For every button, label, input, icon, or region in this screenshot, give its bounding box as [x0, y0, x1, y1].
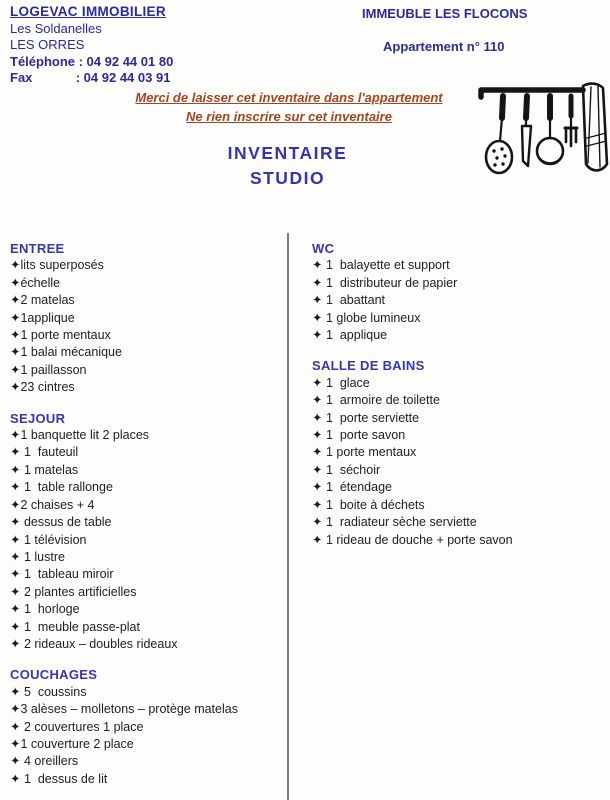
- list-item: ✦ 1 balayette et support: [312, 258, 450, 273]
- agency-phone: Téléphone : 04 92 44 01 80: [10, 53, 174, 69]
- list-item: ✦ 4 oreillers: [10, 754, 79, 769]
- notice-line-1: Merci de laisser cet inventaire dans l'appartement: [135, 90, 443, 105]
- list-item: ✦1 couverture 2 place: [10, 736, 134, 751]
- list-item: ✦1 paillasson: [10, 362, 87, 377]
- inventory-columns: [0, 233, 610, 800]
- list-item: ✦ dessus de table: [10, 515, 112, 530]
- list-item: ✦ 1 rideau de douche + porte savon: [312, 532, 513, 547]
- list-item: ✦ 2 couvertures 1 place: [10, 719, 144, 734]
- list-item: ✦ 1 horloge: [10, 602, 80, 617]
- list-item: ✦ 1 table rallonge: [10, 480, 113, 495]
- apartment-number: Appartement n° 110: [383, 39, 505, 54]
- list-item: ✦ 1 meuble passe-plat: [10, 619, 140, 634]
- list-item: ✦ 5 coussins: [10, 684, 87, 699]
- document-title: INVENTAIRE: [227, 143, 348, 163]
- list-item: ✦ 1 télévision: [10, 532, 87, 547]
- agency-fax: Fax : 04 92 44 03 91: [10, 70, 171, 85]
- agency-address-line-1: Les Soldanelles: [10, 20, 102, 36]
- list-item: ✦ 1 lustre: [10, 549, 65, 564]
- list-item: ✦2 chaises + 4: [10, 497, 95, 512]
- section-heading: ENTREE: [10, 241, 65, 256]
- list-item: ✦ 1 radiateur sèche serviette: [312, 515, 477, 530]
- list-item: ✦ 1 matelas: [10, 462, 79, 477]
- list-item: ✦1 balai mécanique: [10, 345, 122, 360]
- list-item: ✦2 matelas: [10, 293, 75, 308]
- list-item: ✦ 1 tableau miroir: [10, 567, 114, 582]
- section-heading: WC: [312, 241, 335, 256]
- list-item: ✦1 banquette lit 2 places: [10, 428, 150, 443]
- list-item: ✦ 1 porte savon: [312, 428, 406, 443]
- agency-block: [10, 4, 173, 87]
- section-heading: SEJOUR: [10, 410, 66, 426]
- list-item: ✦ 1 armoire de toilette: [312, 393, 440, 408]
- list-item: ✦échelle: [10, 275, 61, 290]
- list-item: ✦ 1 porte serviette: [312, 410, 420, 425]
- title-block: [0, 141, 575, 191]
- notice-line-2: Ne rien inscrire sur cet inventaire: [186, 108, 392, 124]
- inventory-section: [312, 357, 610, 548]
- list-item: ✦ 1 glace: [312, 375, 370, 390]
- right-column: [289, 233, 610, 800]
- list-item: ✦ 2 rideaux – doubles rideaux: [10, 636, 178, 651]
- section-heading: COUCHAGES: [10, 667, 98, 683]
- inventory-section: [10, 240, 287, 397]
- list-item: ✦23 cintres: [10, 380, 75, 395]
- building-name: IMMEUBLE LES FLOCONS: [362, 6, 528, 21]
- list-item: ✦ 1 distributeur de papier: [312, 275, 458, 290]
- left-column: [0, 233, 287, 800]
- inventory-section: [312, 240, 610, 344]
- agency-address-line-2: LES ORRES: [10, 37, 85, 52]
- list-item: ✦ 1 boite à déchets: [312, 497, 425, 512]
- list-item: ✦ 2 plantes artificielles: [10, 584, 137, 599]
- list-item: ✦ 1 abattant: [312, 293, 386, 308]
- agency-name: LOGEVAC IMMOBILIER: [10, 4, 166, 19]
- inventory-section: [10, 666, 287, 788]
- section-heading: SALLE DE BAINS: [312, 358, 425, 374]
- list-item: ✦ 1 fauteuil: [10, 445, 79, 460]
- building-block: [362, 6, 527, 55]
- list-item: ✦1 porte mentaux: [10, 328, 111, 343]
- inventory-section: [10, 410, 287, 654]
- list-item: ✦ 1 étendage: [312, 480, 392, 495]
- list-item: ✦ 1 porte mentaux: [312, 445, 417, 460]
- list-item: ✦1applique: [10, 310, 75, 325]
- list-item: ✦3 alèses – molletons – protège matelas: [10, 702, 238, 717]
- list-item: ✦ 1 séchoir: [312, 462, 381, 477]
- list-item: ✦ 1 applique: [312, 328, 388, 343]
- list-item: ✦lits superposés: [10, 258, 104, 273]
- list-item: ✦ 1 globe lumineux: [312, 310, 421, 325]
- document-subtitle: STUDIO: [249, 168, 326, 188]
- list-item: ✦ 1 dessus de lit: [10, 771, 108, 786]
